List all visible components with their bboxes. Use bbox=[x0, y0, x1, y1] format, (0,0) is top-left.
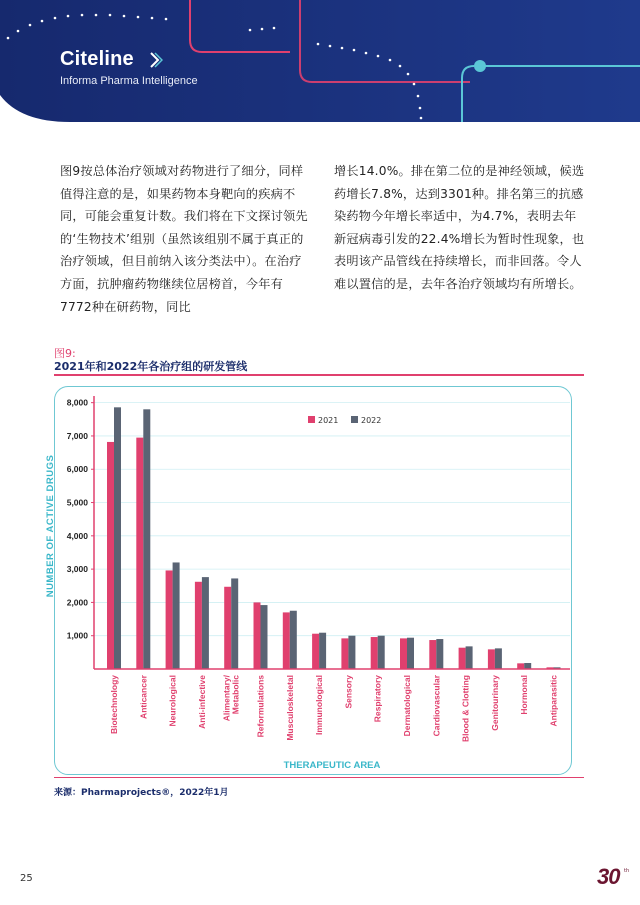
brand-name: Citeline bbox=[60, 48, 134, 70]
bar-2021-8 bbox=[341, 638, 348, 669]
bar-2022-12 bbox=[466, 646, 473, 669]
x-tick-label-text: Dermatological bbox=[402, 675, 412, 737]
y-tick-label: 4,000 bbox=[66, 530, 88, 541]
x-tick-label bbox=[222, 674, 241, 721]
bar-2022-13 bbox=[495, 648, 502, 669]
x-tick-label-text: Hormonal bbox=[519, 675, 530, 715]
x-tick-label-text: Reformulations bbox=[255, 675, 266, 738]
x-axis-label: THERAPEUTIC AREA bbox=[283, 760, 381, 771]
bar-2022-10 bbox=[407, 638, 414, 669]
anniversary-suffix: th bbox=[624, 868, 630, 874]
x-tick-label bbox=[431, 674, 441, 736]
legend-label-2021: 2021 bbox=[318, 416, 339, 425]
x-tick-label-text: Biotechnology bbox=[109, 675, 119, 735]
x-tick-label bbox=[373, 675, 383, 723]
bar-2021-1 bbox=[136, 438, 143, 669]
bar-2021-10 bbox=[400, 638, 407, 669]
x-tick-label bbox=[197, 675, 207, 729]
bar-2021-3 bbox=[195, 582, 202, 669]
x-tick-label bbox=[490, 675, 500, 731]
x-tick-label-text: Musculoskeletal bbox=[284, 675, 295, 741]
bar-2022-8 bbox=[348, 636, 355, 669]
bar-2022-2 bbox=[173, 562, 180, 669]
x-tick-label-text: Genitourinary bbox=[489, 675, 500, 731]
x-tick-label-text: Immunological bbox=[314, 675, 325, 735]
x-tick-label-text: Sensory bbox=[343, 675, 354, 709]
y-tick-label: 3,000 bbox=[66, 564, 88, 575]
y-axis-label: NUMBER OF ACTIVE DRUGS bbox=[45, 454, 56, 598]
y-tick-label: 7,000 bbox=[66, 430, 88, 441]
intro-paragraph-left: 图9按总体治疗领域对药物进行了细分，同样值得注意的是，如果药物本身靶向的疾病不同，可能会重复计数。我们将在下文探讨领先的‘生物技术’组别（虽然该组别不属于真正的治疗领域，但目前纳入该分类法中）。在治疗方面，抗肿瘤药物继续位居榜首，今年有7772种在研药物，同比 bbox=[60, 164, 308, 314]
intro-paragraph-right: 增长14.0%。排在第二位的是神经领域，候选药增长7.8%，达到3301种。排名第三的抗感染药物今年增长率适中，为4.7%，表明去年新冠病毒引发的22.4%增长为暂时性现象，也表明该产品管线在持续增长，而非回落。令人难以置信的是，去年各治疗领域均有所增长。 bbox=[334, 164, 585, 291]
bar-2022-3 bbox=[202, 577, 209, 669]
x-tick-label bbox=[256, 675, 266, 738]
legend-swatch-2021 bbox=[308, 416, 315, 423]
bar-2022-0 bbox=[114, 407, 121, 669]
y-tick-label: 1,000 bbox=[66, 630, 88, 641]
bar-2021-11 bbox=[429, 640, 436, 669]
x-tick-label-text: Cardiovascular bbox=[431, 675, 442, 737]
bar-2022-14 bbox=[524, 663, 531, 669]
x-tick-label bbox=[519, 675, 529, 715]
x-tick-label bbox=[109, 675, 119, 734]
legend bbox=[308, 416, 381, 425]
page-number: 25 bbox=[20, 873, 33, 884]
y-tick-label: 5,000 bbox=[66, 497, 88, 508]
figure-number: 图9: bbox=[54, 347, 76, 360]
bar-2022-11 bbox=[436, 639, 443, 669]
x-tick-label bbox=[138, 674, 148, 719]
bar-2021-5 bbox=[254, 602, 261, 669]
bar-2022-6 bbox=[290, 611, 297, 669]
anniversary-logo bbox=[597, 864, 630, 890]
bar-2021-4 bbox=[224, 587, 231, 669]
x-tick-label-text: Alimentary/ bbox=[221, 675, 232, 722]
x-tick-label bbox=[343, 675, 353, 709]
bar-2021-12 bbox=[459, 648, 466, 669]
bar-2022-4 bbox=[231, 578, 238, 669]
brand-subtitle: Informa Pharma Intelligence bbox=[60, 75, 198, 87]
bar-2021-2 bbox=[166, 570, 173, 669]
legend-swatch-2022 bbox=[351, 416, 358, 423]
y-tick-label: 8,000 bbox=[66, 397, 88, 408]
x-tick-label-text: Respiratory bbox=[372, 675, 383, 723]
bar-2021-7 bbox=[312, 634, 319, 669]
bar-2021-14 bbox=[517, 663, 524, 669]
x-tick-label bbox=[402, 675, 412, 736]
anniversary-number: 30 bbox=[597, 864, 620, 889]
x-tick-label-text: Anti-infective bbox=[196, 675, 207, 729]
x-tick-label-text: Anticancer bbox=[138, 675, 149, 719]
x-tick-label-text: Antiparasitic bbox=[548, 675, 559, 727]
figure-source: 来源：Pharmaprojects®，2022年1月 bbox=[54, 788, 229, 798]
bar-2022-1 bbox=[143, 409, 150, 669]
x-tick-label-text: Blood & Clotting bbox=[460, 675, 471, 743]
bar-2021-6 bbox=[283, 612, 290, 669]
x-tick-label bbox=[168, 675, 178, 726]
x-tick-label bbox=[314, 675, 324, 735]
bar-2022-9 bbox=[378, 636, 385, 669]
source-divider bbox=[54, 777, 584, 778]
bar-2022-5 bbox=[261, 605, 268, 669]
y-tick-label: 2,000 bbox=[66, 597, 88, 608]
figure-title: 2021年和2022年各治疗组的研发管线 bbox=[54, 360, 248, 373]
bar-2022-7 bbox=[319, 633, 326, 669]
x-tick-label-text: Neurological bbox=[167, 675, 178, 727]
x-tick-label bbox=[461, 675, 471, 742]
bar-2021-9 bbox=[371, 637, 378, 669]
legend-label-2022: 2022 bbox=[361, 416, 382, 425]
y-tick-label: 6,000 bbox=[66, 464, 88, 475]
bar-2021-0 bbox=[107, 442, 114, 669]
bar-2021-13 bbox=[488, 649, 495, 669]
x-tick-label bbox=[549, 675, 559, 727]
x-tick-label bbox=[285, 675, 295, 741]
x-tick-label-text: Metabolic bbox=[230, 675, 241, 715]
